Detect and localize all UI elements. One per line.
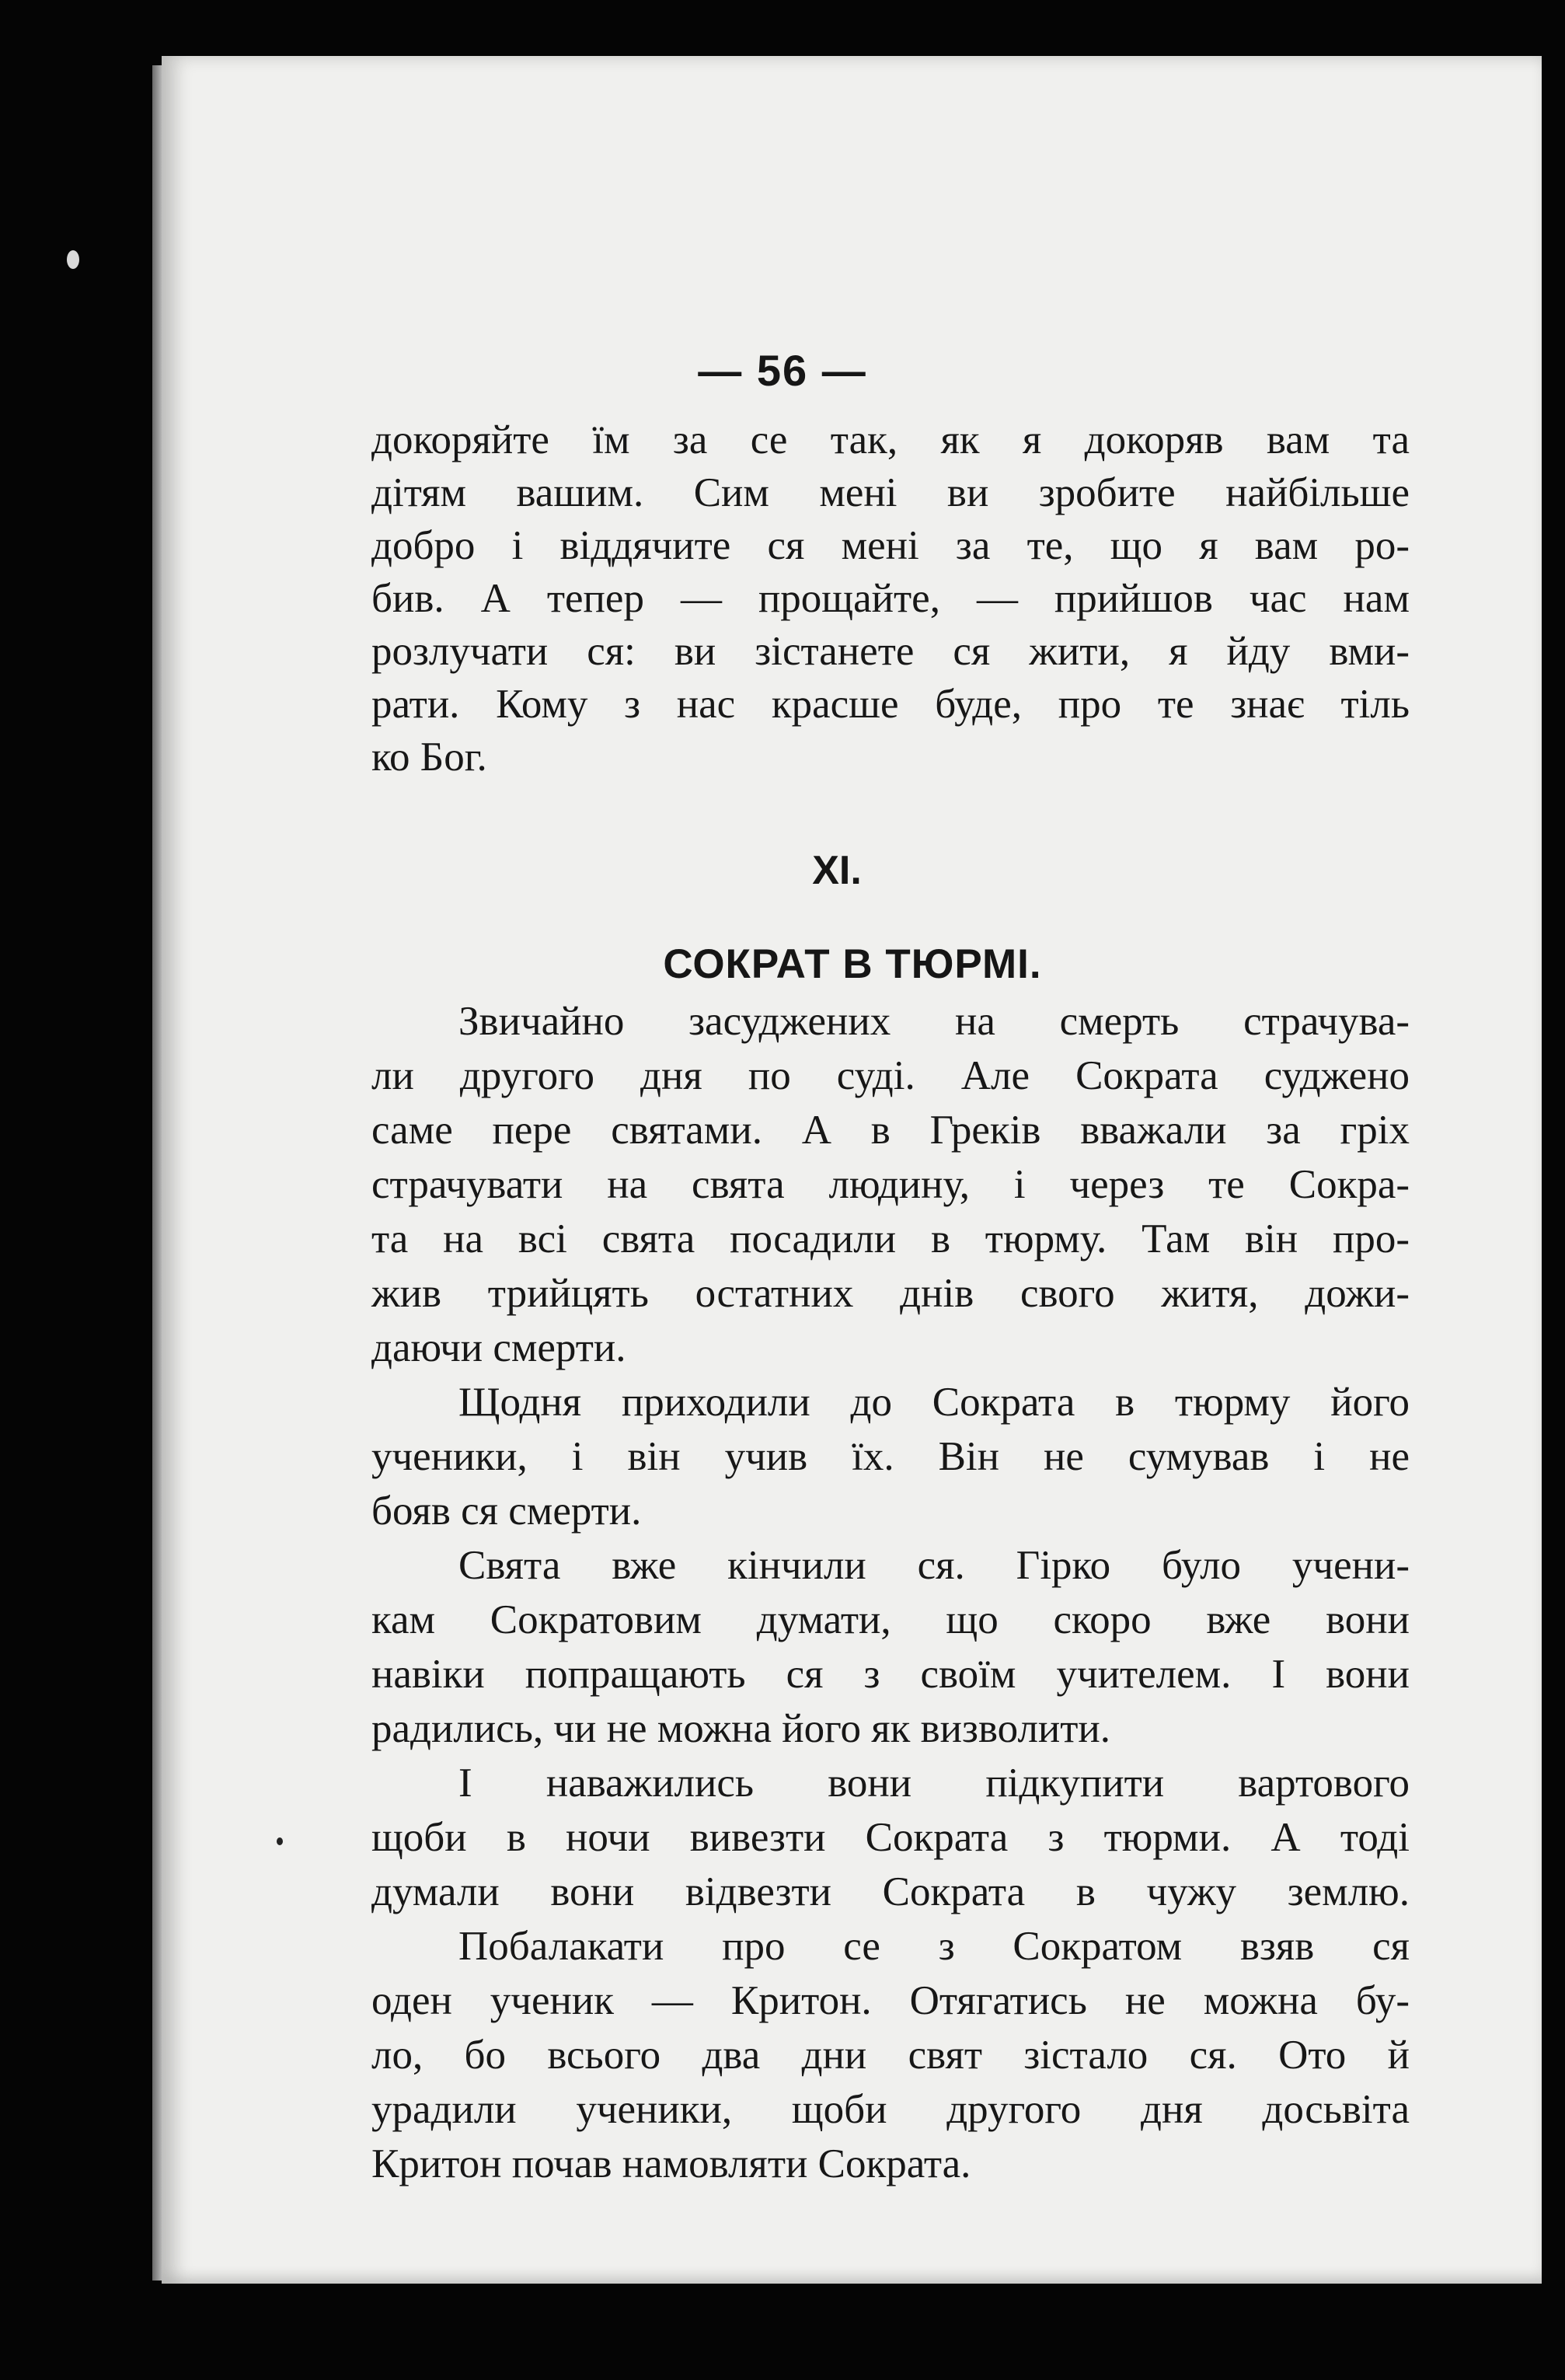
section-number: XI. <box>812 848 862 893</box>
text-line: Критон почав намовляти Сократа. <box>371 2141 971 2186</box>
text-line: радились, чи не можна його як визволити. <box>371 1706 1111 1751</box>
text-line: страчувати на свята людину, і через те Сокра- <box>371 1162 1410 1207</box>
text-line: жив трийцять остатних днів свого житя, дожи- <box>371 1271 1410 1316</box>
text-line: оден ученик — Критон. Отягатись не можна бу- <box>371 1978 1410 2023</box>
text-line: Свята вже кінчили ся. Гірко було учени- <box>458 1543 1410 1588</box>
text-line: ло, бо всього два дни свят зістало ся. Ото й <box>371 2033 1410 2078</box>
text-line: рати. Кому з нас красше буде, про те знає тіль <box>371 682 1410 727</box>
chapter-title: СОКРАТ В ТЮРМІ. <box>663 941 1042 987</box>
text-line: щоби в ночи вивезти Сократа з тюрми. А тоді <box>371 1815 1410 1860</box>
text-line: кам Сократовим думати, що скоро вже вони <box>371 1597 1410 1642</box>
text-line: бив. А тепер — прощайте, — прийшов час нам <box>371 576 1410 621</box>
text-line: даючи смерти. <box>371 1325 626 1370</box>
dust-speck <box>67 250 79 269</box>
text-line: Побалакати про се з Сократом взяв ся <box>458 1924 1410 1969</box>
text-line: думали вони відвезти Сократа в чужу землю. <box>371 1869 1410 1914</box>
dust-speck <box>277 1837 283 1845</box>
text-line: докоряйте їм за се так, як я докоряв вам та <box>371 417 1410 462</box>
text-line: навіки попращають ся з своїм учителем. І вони <box>371 1652 1410 1697</box>
text-line: Щодня приходили до Сократа в тюрму його <box>458 1380 1410 1425</box>
text-line: бояв ся смерти. <box>371 1488 642 1534</box>
text-line: І наважились вони підкупити вартового <box>458 1761 1410 1806</box>
text-line: саме пере святами. А в Греків вважали за гріх <box>371 1108 1410 1153</box>
page-number: — 56 — <box>698 346 867 395</box>
text-line: добро і віддячите ся мені за те, що я вам ро- <box>371 523 1410 568</box>
text-line: ко Бог. <box>371 735 487 780</box>
text-line: та на всі свята посадили в тюрму. Там він про- <box>371 1216 1410 1262</box>
text-line: ли другого дня по суді. Але Сократа суджено <box>371 1053 1410 1098</box>
text-line: розлучати ся: ви зістанете ся жити, я йду вми- <box>371 629 1410 674</box>
text-line: урадили ученики, щоби другого дня досьвіта <box>371 2087 1410 2132</box>
text-line: ученики, і він учив їх. Він не сумував і не <box>371 1434 1410 1479</box>
text-line: дітям вашим. Сим мені ви зробите найбільше <box>371 470 1410 515</box>
text-line: Звичайно засуджених на смерть страчува- <box>458 999 1410 1044</box>
